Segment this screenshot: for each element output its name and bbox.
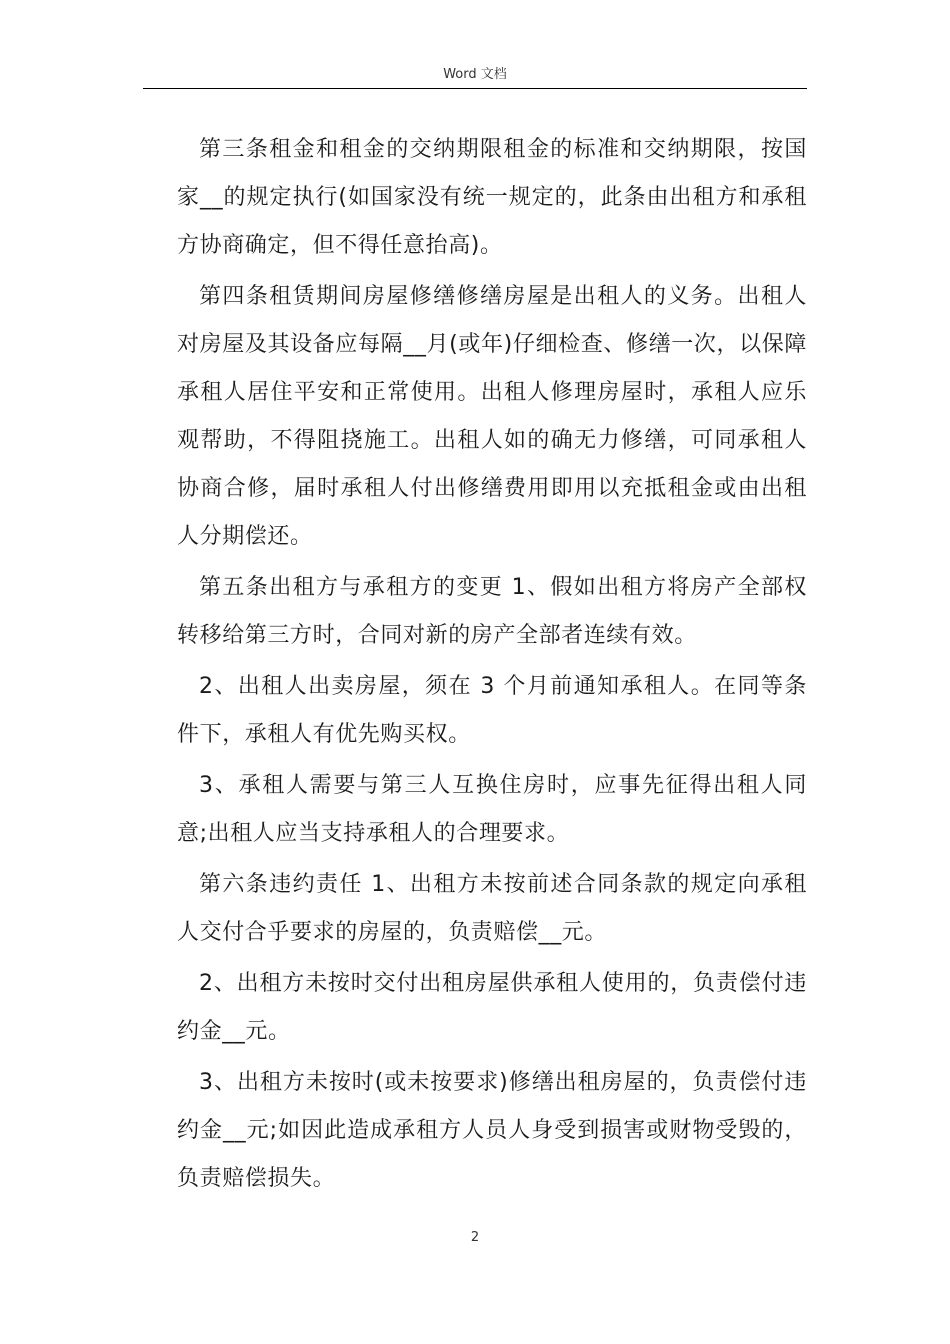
paragraph-article-6: 第六条违约责任 1、出租方未按前述合同条款的规定向承租人交付合乎要求的房屋的，负责赔偿__元。 (177, 872, 807, 945)
paragraph-article-4: 第四条租赁期间房屋修缮修缮房屋是出租人的义务。出租人对房屋及其设备应每隔__月(或年)仔细检查、修缮一次，以保障承租人居住平安和正常使用。出租人修理房屋时，承租人应乐观帮助，不得阻挠施工。出租人如的确无力修缮，可同承租人协商合修，届时承租人付出修缮费用即用以充抵租金或由出租人分期偿还。 (177, 284, 807, 549)
paragraph-article-5-item-3: 3、承租人需要与第三人互换住房时，应事先征得出租人同意;出租人应当支持承租人的合理要求。 (177, 773, 807, 846)
header-divider (143, 88, 807, 89)
paragraph-article-3: 第三条租金和租金的交纳期限租金的标准和交纳期限，按国家__的规定执行(如国家没有统一规定的，此条由出租方和承租方协商确定，但不得任意抬高)。 (177, 137, 807, 258)
paragraph-article-6-item-2: 2、出租方未按时交付出租房屋供承租人使用的，负责偿付违约金__元。 (177, 971, 807, 1044)
paragraph-article-5-item-2: 2、出租人出卖房屋，须在 3 个月前通知承租人。在同等条件下，承租人有优先购买权。 (177, 674, 807, 747)
document-body (177, 126, 807, 1206)
page-number: 2 (470, 1230, 480, 1245)
page-header-title: Word 文档 (443, 67, 507, 82)
paragraph-article-6-item-3: 3、出租方未按时(或未按要求)修缮出租房屋的，负责偿付违约金__元;如因此造成承租方人员人身受到损害或财物受毁的，负责赔偿损失。 (177, 1070, 807, 1191)
paragraph-article-5: 第五条出租方与承租方的变更 1、假如出租方将房产全部权转移给第三方时，合同对新的房产全部者连续有效。 (177, 575, 807, 648)
